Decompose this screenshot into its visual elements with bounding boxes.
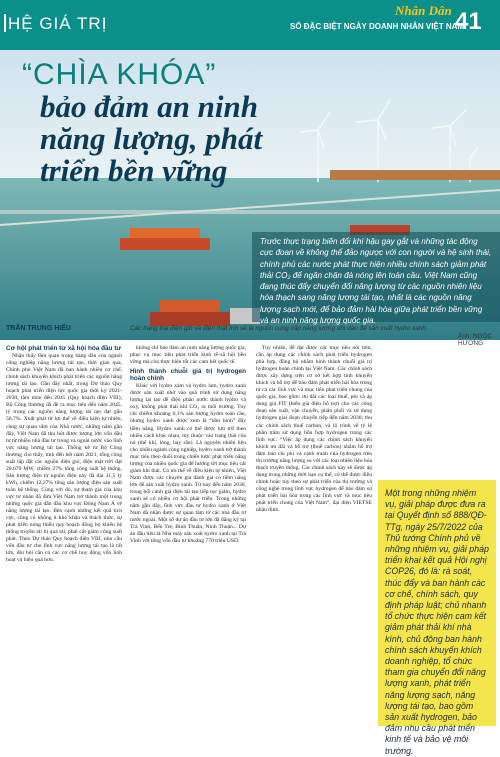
author-byline: TRẦN TRUNG HIẾU <box>6 325 71 332</box>
subheading-1: Cơ hội phát triển từ xã hội hóa đầu tư <box>6 345 121 352</box>
highlight-box <box>378 480 496 756</box>
highlight-text: Một trong những nhiệm vụ, giải pháp được đưa ra tại Quyết định số 888/QĐ-TTg, ngày 25/7/2022 của Thủ tướng Chính phủ về những nhiệm vụ, giải pháp triển khai kết quả Hội nghị COP26, đó là: rà soát, thúc đẩy và ban hành các cơ chế, chính sách, quy định pháp luật; chủ nhanh tổ chức thực hiện cam kết giảm phát thải khí nhà kính, chủ động ban hành chính sách khuyến khích doanh nghiệp, tổ chức tham gia chuyển đổi năng lượng xanh, phát triển năng lượng sạch, năng lượng tái tạo, bao gồm sản xuất hydrogen, bảo đảm nhu cầu phát triển kinh tế và bảo vệ môi trường. <box>385 488 489 756</box>
newspaper-logo: Nhân Dân <box>395 3 452 18</box>
title-line-2: bảo đảm an ninh năng lượng, phát triển bền vững <box>40 89 263 188</box>
body-paragraph: không chỉ bảo đảm an ninh năng lượng quốc gia, phục vụ mục tiêu phát triển kinh tế-xã hội bền vững mà còn thực hiện tốt các cam kết quốc tế. <box>130 345 246 366</box>
photo-credit: Ảnh: NGỌC HƯƠNG <box>458 333 493 347</box>
title-line-1: “CHÌA KHÓA” <box>22 58 217 91</box>
article-column-2 <box>130 345 246 547</box>
page-number: 41 <box>455 8 482 35</box>
subheading-2: Hình thành chuỗi giá trị hydrogen hoàn chỉnh <box>130 368 246 383</box>
photo-overlay-text: Trước thực trạng biến đổi khí hậu gay gắt và những tác động cực đoan về không thể đảo ngược với con người và hệ sinh thái, chính phủ các nước phát thực hiện nhiều chính sách giảm phát thải CO₂ để ngăn chặn đà nóng lên toàn cầu. Việt Nam cũng đang thúc đẩy chuyển đổi năng lượng từ các nguồn nhiên liệu hóa thạch sang năng lượng tái tạo, nhất là các nguồn năng lượng sạch mới, để bảo đảm hài hòa giữa phát triển bền vững và an ninh năng lượng quốc gia. <box>260 237 492 326</box>
body-paragraph: Nhận thấy tầm quan trọng hàng đầu của ngành công nghiệp năng lượng tái tạo, thời gian qua, Chính phủ Việt Nam đã ban hành nhiều cơ chế, chính sách khuyến khích phát triển các nguồn năng lượng tái tạo. Gần đây nhất, trong Dự thảo Quy hoạch phát triển điện lực quốc gia thời kỳ 2021-2030, tầm nhìn đến 2045 (Quy hoạch điện VIII), Bộ Công thương đã đề ra mục tiêu đến năm 2045, tỷ trọng các nguồn năng lượng tái tạo đạt gần 50,7%. Xuất phát từ lợi thế về điều kiện tự nhiên, cùng sự quan tâm của Nhà nước, những năm gần đây, Việt Nam đã thu hút được lượng lớn vốn đầu tư từ nhiều nhà đầu tư trong và ngoài nước vào lĩnh vực năng lượng tái tạo. Thống kê từ Bộ Công thương cho thấy, tính đến hết năm 2021, tổng công suất lắp đặt các nguồn điện gió, điện mặt trời đạt 20.670 MW, chiếm 27% tổng công suất hệ thống. Sản lượng điện từ nguồn điện này đã đạt 31,5 tỷ kWh, chiếm 12,27% tổng sản lượng điện sản xuất toàn hệ thống. Cùng với đó, sự tham gia của khu vực tư nhân đã đưa Việt Nam trở thành một trong những quốc gia dẫn đầu khu vực Đông Nam Á về năng lượng tái tạo. Bên cạnh những kết quả tích cực, cũng có không ít khó khăn và thách thức, sự phát triển nóng thiếu quy hoạch đồng bộ khiến hệ thống truyền tải bị quá tải, phải cắt giảm công suất phát. Theo Dự thảo Quy hoạch điện VIII, nhu cầu vốn đầu tư cho lĩnh vực năng lượng tái tạo là rất lớn, đòi hỏi cần có các cơ chế huy động vốn linh hoạt và hiệu quả hơn. <box>6 353 122 564</box>
issue-label: SỐ ĐẶC BIỆT NGÀY DOANH NHÂN VIỆT NAM <box>290 22 465 31</box>
article-column-3 <box>256 345 372 516</box>
article-column-1 <box>6 345 122 566</box>
body-paragraph: Khác với hydro xám và hydro lam, hydro xanh được sản xuất nhờ vào quá trình sử dụng năng lượng tái tạo để điện phân nước thành hydro và oxy, không phát thải khí CO₂ ra môi trường. Tuy chỉ chiếm khoảng 0,1% sản lượng hydro toàn cầu, nhưng hydro xanh được xem là “tấm bình” đầy tiềm năng. Hydro xanh có thể được lưu trữ theo nhiều cách khác nhau, tùy thuộc vào trạng thái của nó (thể khí, lỏng, hay rắn). Là nguyên nhiên liệu cho nhiều ngành công nghiệp, hydro xanh trở thành mục tiêu theo đuổi trong chiến lược phát triển năng lượng của nhiều quốc gia để hướng tới mục tiêu cắt giảm khí thải. Có ưu thế về điều kiện tự nhiên, Việt Nam được các chuyên gia đánh giá có tiềm năng lớn để sản xuất hydro xanh. Từ nay đến năm 2030, trong bối cảnh giá điện tái tạo tiếp tục giảm, hydro xanh sẽ có nhiều cơ hội phát triển. Trong những năm gần đây, lĩnh vực đầu tư hydro xanh ở Việt Nam đã nhận được sự quan tâm từ các nhà đầu tư nước ngoài. Một số dự án đầu tư lớn đã đăng ký tại Trà Vinh, Bến Tre, Bình Thuận, Ninh Thuận... Dự án đầu tiên là Nhà máy sản xuất hydro xanh tại Trà Vinh với tổng vốn đầu tư khoảng 770 triệu USD. <box>130 383 246 545</box>
body-paragraph: Tuy nhiên, để đạt được các mục tiêu nói trên, cần áp dụng các chính sách phát triển hydrogen phù hợp, đồng bộ nhằm hình thành chuỗi giá trị hydrogen hoàn chỉnh tại Việt Nam. Các chính sách được xây dựng trên cơ sở kết hợp tính khuyến khích và hỗ trợ để bảo đảm phát triển hài hòa trong từ cả các lĩnh vực và mục tiêu phát triển chung của quốc gia, bao gồm: ưu đãi các loại thuế, phí và áp dụng giá FIT (biểu giá điện hỗ trợ) cho các công đoạn sản xuất, vận chuyển, phân phối và sử dụng hydrogen giai đoạn chuyển tiếp đến năm 2030; thu các chính sách thuế carbon, và lộ trình về tỷ lệ phần trăm sử dụng hỗn hợp hydrogen trong các lĩnh vực. “Việc áp dụng các chính sách khuyến khích ưu đãi và hỗ trợ (thuế carbon) nhằm hỗ trợ đảm bảo chi phí và cạnh tranh của hydrogen trên thị trường năng lượng so với các loại nhiên liệu hóa thạch truyền thống. Các chính sách này sẽ được áp dụng trong những thời hạn cụ thể, có thể được điều chỉnh hoặc tùy theo sự phát triển của thị trường và công nghệ trong lĩnh vực hydrogen để bảo đảm sự phát triển hài hòa trong các lĩnh vực và mục tiêu phát triển chung của Việt Nam”, đại diện VIETSE nhận định. <box>256 345 372 514</box>
page-header <box>0 0 500 50</box>
section-marker <box>4 14 6 32</box>
section-label: HỆ GIÁ TRỊ <box>8 14 108 33</box>
photo-caption: Các trang trại điện gió và điện mặt trời sẽ là nguồn cung cấp năng lượng dồi dào để sản xuất hydro xanh. <box>130 325 428 332</box>
